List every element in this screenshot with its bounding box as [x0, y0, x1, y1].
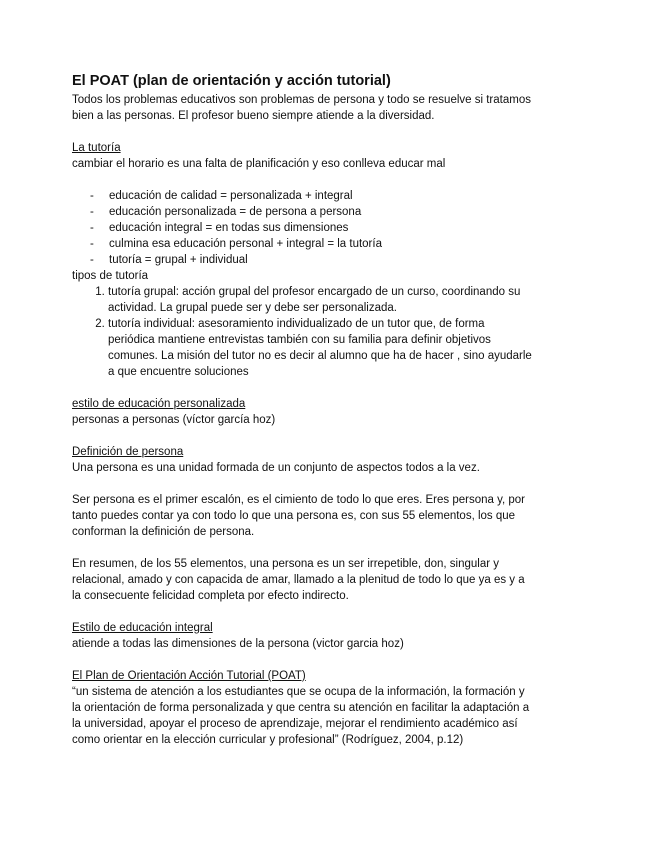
estilo-integral-text: atiende a todas las dimensiones de la persona (victor garcia hoz)	[72, 638, 404, 650]
list-item: - educación integral = en todas sus dimensiones	[90, 222, 349, 234]
list-item: 1. tutoría grupal: acción grupal del profesor encargado de un curso, coordinando su actividad. La grupal puede ser y debe ser personalizada.	[108, 284, 532, 316]
section-heading-estilo-personalizada: estilo de educación personalizada	[72, 398, 246, 410]
spacer	[72, 172, 532, 188]
list-item: - tutoría = grupal + individual	[90, 254, 248, 266]
definicion-p2: Ser persona es el primer escalón, es el cimiento de todo lo que eres. Eres persona y, por tanto puedes contar ya con todo lo que una persona es, con sus 55 elementos, los que conforman la definición de persona.	[72, 494, 525, 538]
tutoria-text: cambiar el horario es una falta de planificación y eso conlleva educar mal	[72, 158, 446, 170]
spacer	[72, 652, 532, 668]
dash-marker: -	[90, 254, 94, 266]
spacer	[72, 540, 532, 556]
list-item: - educación de calidad = personalizada + integral	[90, 190, 353, 202]
spacer	[72, 604, 532, 620]
tipos-numbered-list	[72, 284, 532, 380]
definicion-p1: Una persona es una unidad formada de un conjunto de aspectos todos a la vez.	[72, 462, 480, 474]
section-heading-tutoria: La tutoría	[72, 142, 121, 154]
document-page	[72, 72, 532, 748]
tutoria-dash-list	[72, 188, 532, 268]
list-item: 2. tutoría individual: asesoramiento individualizado de un tutor que, de forma periódica mantiene entrevistas también con su familia para definir objetivos comunes. La misión del tutor no es decir al alumno que ha de hacer , sino ayudarle a que encuentre soluciones	[108, 316, 532, 380]
document-title: El POAT (plan de orientación y acción tutorial)	[72, 73, 391, 89]
intro-paragraph: Todos los problemas educativos son problemas de persona y todo se resuelve si tratamos bien a las personas. El profesor bueno siempre atiende a la diversidad.	[72, 94, 531, 122]
estilo-personalizada-text: personas a personas (víctor garcía hoz)	[72, 414, 276, 426]
spacer	[72, 476, 532, 492]
dash-marker: -	[90, 206, 94, 218]
spacer	[72, 124, 532, 140]
spacer	[72, 380, 532, 396]
definicion-p3: En resumen, de los 55 elementos, una persona es un ser irrepetible, don, singular y relacional, amado y con capacida de amar, llamado a la plenitud de todo lo que ya es y a la consecuente felicidad completa por efecto indirecto.	[72, 558, 525, 602]
dash-marker: -	[90, 222, 94, 234]
dash-marker: -	[90, 238, 94, 250]
section-heading-poat: El Plan de Orientación Acción Tutorial (POAT)	[72, 670, 306, 682]
list-item: - educación personalizada = de persona a persona	[90, 206, 362, 218]
tipos-label: tipos de tutoría	[72, 270, 149, 282]
section-heading-estilo-integral: Estilo de educación integral	[72, 622, 213, 634]
spacer	[72, 428, 532, 444]
poat-quote: “un sistema de atención a los estudiantes que se ocupa de la información, la formación y la orientación de forma personalizada y que centra su atención en facilitar la adaptación a la universidad, apoyar el proceso de aprendizaje, mejorar el rendimiento académico así como orientar en la elección curricular y profesional” (Rodríguez, 2004, p.12)	[72, 686, 530, 746]
dash-marker: -	[90, 190, 94, 202]
list-item: - culmina esa educación personal + integral = la tutoría	[90, 238, 382, 250]
section-heading-definicion: Definición de persona	[72, 446, 184, 458]
